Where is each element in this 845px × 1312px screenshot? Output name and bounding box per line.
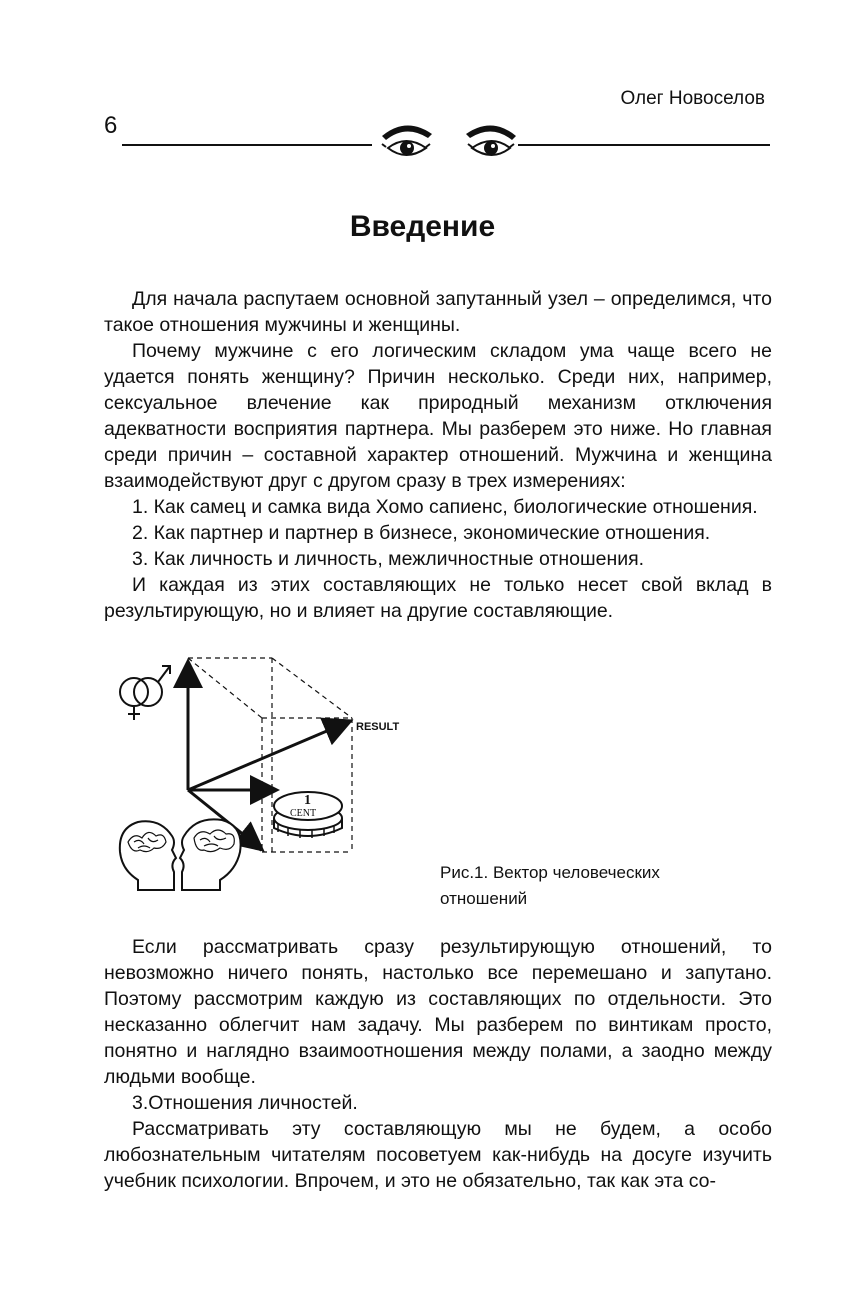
running-header-author: Олег Новоселов: [620, 88, 765, 109]
result-label: RESULT: [356, 721, 400, 733]
paragraph: Если рассматривать сразу результирующую отношений, то невозможно ничего понять, настолько все перемешано и запутано. Поэтому рассмотрим каждую из составляющих по отдельности. Это несказанно облегчит нам задачу. Мы разберем по винтикам просто, понятно и наглядно взаимоотношения между полами, а заодно между людьми вообще.: [104, 936, 772, 1088]
eyes-icon: [380, 118, 518, 174]
coin-label: CENT: [290, 808, 317, 819]
paragraph: Почему мужчине с его логическим складом ума чаще всего не удается понять женщину? Причин несколько. Среди них, например, сексуальное влечение как природный механизм отключения адекватности восприятия партнера. Мы разберем это ниже. Но главная среди причин – составной характер отношений. Мужчина и женщина взаимодействуют друг с другом сразу в трех измерениях:: [104, 340, 772, 492]
header-rule-right: [518, 144, 770, 146]
coin-number: 1: [304, 793, 311, 808]
gender-symbols-icon: [120, 666, 170, 720]
paragraph: 3.Отношения личностей.: [132, 1092, 358, 1114]
paragraph: Рассматривать эту составляющую мы не будем, а особо любознательным читателям посоветуем как-нибудь на досуге изучить учебник психологии. Впрочем, и это не обязательно, так как эта со-: [104, 1118, 772, 1192]
coin-icon: [274, 792, 342, 838]
paragraph: 1. Как самец и самка вида Хомо сапиенс, биологические отношения.: [132, 496, 758, 518]
brain-heads-icon: [120, 819, 241, 890]
chapter-title: Введение: [349, 210, 496, 243]
page-number: 6: [104, 112, 118, 139]
paragraph: Для начала распутаем основной запутанный узел – определимся, что такое отношения мужчины и женщины.: [104, 288, 772, 336]
header-rule-left: [122, 144, 372, 146]
text-block-top: [104, 286, 772, 624]
paragraph: 3. Как личность и личность, межличностные отношения.: [132, 548, 645, 570]
text-block-bottom: [104, 934, 772, 1194]
paragraph: И каждая из этих составляющих не только несет свой вклад в результирующую, но и влияет на другие составляющие.: [104, 574, 772, 622]
paragraph: 2. Как партнер и партнер в бизнесе, экономические отношения.: [132, 522, 711, 544]
figure-caption: Рис.1. Вектор человеческих отношений: [440, 863, 660, 908]
vector-diagram: [112, 652, 412, 900]
